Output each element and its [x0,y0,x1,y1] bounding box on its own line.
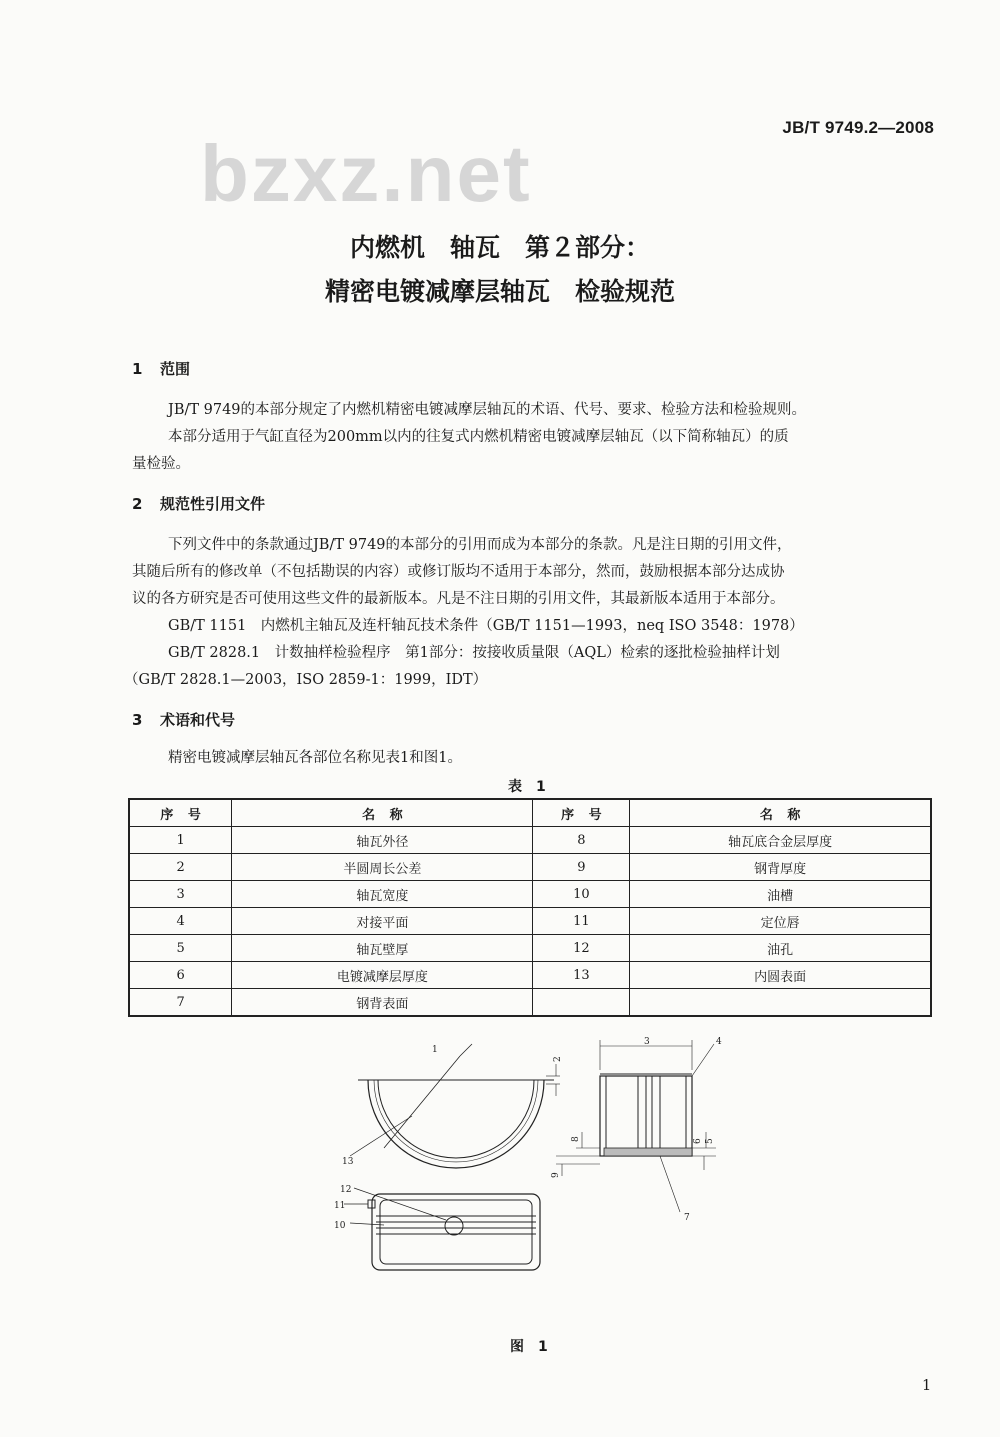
fig-label-7: 7 [684,1213,690,1223]
section-2-para-1b: 其随后所有的修改单（不包括勘误的内容）或修订版均不适用于本部分，然而，鼓励根据本部分达成协 [132,564,785,580]
table-cell: 1 [129,827,232,854]
table-cell: 半圆周长公差 [232,854,533,881]
table-cell: 4 [129,908,232,935]
parts-name-table [128,798,932,1017]
table-cell: 5 [129,935,232,962]
table-cell: 电镀减摩层厚度 [232,962,533,989]
table-cell: 12 [533,935,630,962]
section-1-para-2b: 量检验。 [132,456,190,472]
table-cell: 轴瓦壁厚 [232,935,533,962]
table-row [129,881,931,908]
section-2-number: 2 [132,495,143,513]
section-2-title: 规范性引用文件 [160,495,266,513]
fig-label-13: 13 [342,1157,354,1167]
reference-gbt-1151: GB/T 1151 内燃机主轴瓦及连杆轴瓦技术条件（GB/T 1151—1993，neq ISO 3548：1978） [168,618,804,634]
fig-label-10: 10 [334,1221,346,1231]
section-3-title: 术语和代号 [160,711,236,729]
fig-label-11: 11 [334,1201,346,1211]
section-3-heading [132,709,235,730]
table-cell: 轴瓦外径 [232,827,533,854]
fig-label-6: 6 [693,1138,703,1144]
table-cell: 轴瓦宽度 [232,881,533,908]
section-2-para-1a: 下列文件中的条款通过JB/T 9749的本部分的引用而成为本部分的条款。凡是注日期的引用文件， [168,537,792,553]
section-1-number: 1 [132,360,143,378]
figure-1-caption: 图 1 [510,1339,548,1355]
fig-label-12: 12 [340,1185,352,1195]
document-title-line1: 内燃机 轴瓦 第２部分： [349,233,650,262]
section-3-para-1: 精密电镀减摩层轴瓦各部位名称见表1和图1。 [168,750,462,766]
table-cell [630,989,931,1017]
fig-label-2: 2 [553,1056,563,1062]
watermark: bzxz.net [200,129,532,218]
table-cell [533,989,630,1017]
table-cell: 钢背厚度 [630,854,931,881]
table-header-cell: 名 称 [630,799,931,827]
table-header-cell: 序 号 [533,799,630,827]
table-header-cell: 名 称 [232,799,533,827]
section-1-para-2a: 本部分适用于气缸直径为200mm以内的往复式内燃机精密电镀减摩层轴瓦（以下简称轴瓦）的质 [168,429,789,445]
section-1-title: 范围 [160,360,191,378]
table-cell: 10 [533,881,630,908]
table-row [129,908,931,935]
fig-label-9: 9 [551,1172,561,1178]
section-2-para-1c: 议的各方研究是否可使用这些文件的最新版本。凡是不注日期的引用文件，其最新版本适用于本部分。 [132,591,785,607]
section-3-number: 3 [132,711,143,729]
table-row [129,989,931,1017]
table-row [129,854,931,881]
fig-label-4: 4 [716,1037,722,1047]
layer-arc [374,1080,538,1162]
page-number: 1 [922,1378,932,1394]
table-cell: 钢背表面 [232,989,533,1017]
table-cell: 3 [129,881,232,908]
table-cell: 内圆表面 [630,962,931,989]
table-cell: 对接平面 [232,908,533,935]
table-cell: 7 [129,989,232,1017]
section-1-para-1: JB/T 9749的本部分规定了内燃机精密电镀减摩层轴瓦的术语、代号、要求、检验方法和检验规则。 [168,402,807,418]
table-header-cell: 序 号 [129,799,232,827]
reference-gbt-2828-line2: （GB/T 2828.1—2003，ISO 2859-1：1999，IDT） [124,672,488,688]
table-cell: 11 [533,908,630,935]
section-1-heading [132,358,190,379]
table-cell: 8 [533,827,630,854]
table-cell: 油槽 [630,881,931,908]
table-row [129,962,931,989]
table-cell: 油孔 [630,935,931,962]
fig-label-1: 1 [432,1045,438,1055]
fig-label-8: 8 [571,1136,581,1142]
table-cell: 2 [129,854,232,881]
fig-label-3: 3 [644,1037,650,1047]
table-cell: 定位唇 [630,908,931,935]
table-cell: 9 [533,854,630,881]
standard-code: JB/T 9749.2—2008 [782,118,934,137]
document-title-line2: 精密电镀减摩层轴瓦 检验规范 [324,277,675,306]
outer-arc [368,1080,544,1168]
fig-label-5: 5 [705,1138,715,1144]
table-row [129,935,931,962]
table-cell: 轴瓦底合金层厚度 [630,827,931,854]
reference-gbt-2828-line1: GB/T 2828.1 计数抽样检验程序 第1部分：按接收质量限（AQL）检索的逐批检验抽样计划 [168,645,780,661]
table-cell: 13 [533,962,630,989]
table-1-caption: 表 1 [508,779,546,795]
table-header-row [129,799,931,827]
inner-arc [378,1080,534,1158]
table-cell: 6 [129,962,232,989]
bearing-shell-drawing [320,1036,740,1326]
section-2-heading [132,493,265,514]
table-row [129,827,931,854]
